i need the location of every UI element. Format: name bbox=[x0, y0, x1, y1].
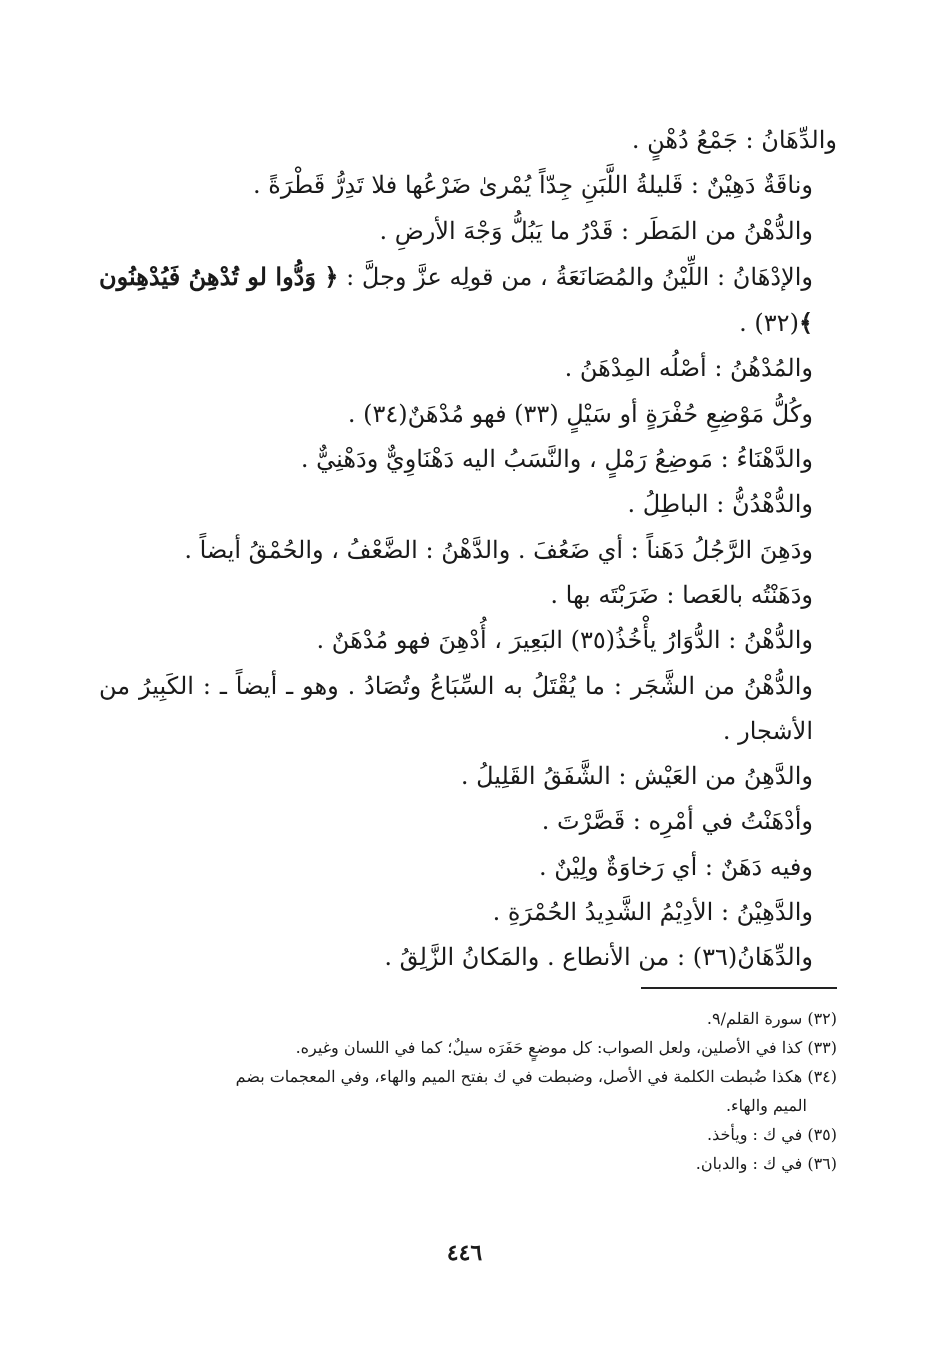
quran-footnote-ref: (٣٢) . bbox=[739, 309, 799, 338]
entry-mawdi-hufra: وكُلُّ مَوْضِعِ حُفْرَةٍ أو سَيْلٍ (٣٣) فهو مُدْهَنٌ(٣٤) . bbox=[347, 399, 813, 428]
entry-dahan-rakhawa: وفيه دَهَنٌ : أي رَخاوَةٌ ولِيْنٌ . bbox=[538, 852, 813, 881]
entry-idhan-text: والإدْهَانُ : اللِّيْنُ والمُصَانَعَةُ ، من قولِه عزَّ وجلَّ : bbox=[346, 262, 814, 291]
entry-dihan-anta: والدِّهَانُ(٣٦) : من الأنطاع . والمَكانُ الزَّلِقُ . bbox=[384, 943, 813, 972]
entry-duhdunn: والدُّهْدُنُّ : الباطِلُ . bbox=[627, 490, 813, 519]
entry-dihan: والدِّهَانُ : جَمْعُ دُهْنٍ . bbox=[631, 126, 837, 154]
entry-dahin-aysh: والدَّهِنُ من العَيْش : الشَّفَقُ القَلِيلُ . bbox=[460, 762, 813, 791]
main-text bbox=[99, 118, 837, 981]
footnotes bbox=[99, 1004, 837, 1178]
entry-dahna: والدَّهْنَاءُ : مَوضِعُ رَمْلٍ ، والنَّسَبُ اليه دَهْنَاوِيٌّ ودَهْنِيٌّ . bbox=[300, 445, 813, 474]
entry-dahina-rajul: ودَهِنَ الرَّجُلُ دَهَناً : أي ضَعُفَ . والدَّهْنُ : الضَّعْفُ ، والحُمْقُ أيضاً . bbox=[184, 535, 813, 564]
footnote-32: (٣٢) سورة القلم/٩. bbox=[706, 1009, 837, 1028]
footnote-divider bbox=[641, 987, 837, 989]
entry-naqa-dahin: وناقَةٌ دَهِيْنٌ : قَليلةُ اللَّبَنِ جِدّاً يُمْرىٰ ضَرْعُها فلا تَدِرُّ قَطْرَةً . bbox=[253, 171, 813, 200]
entry-dahin-adim: والدَّهِيْنُ : الأدِيْمُ الشَّدِيدُ الحُمْرَةِ . bbox=[492, 898, 813, 927]
footnote-34-line-1: (٣٤) هكذا ضُبطت الكلمة في الأصل، وضبطت في ك بفتح الميم والهاء، وفي المعجمات بضم bbox=[235, 1067, 837, 1086]
entry-duhn-shajar: والدُّهْنُ من الشَّجَر : ما يُقْتَلُ به السِّبَاعُ وتُصَادُ . وهو ـ أيضاً ـ : الكَبِيرُ من الأشجار . bbox=[99, 671, 813, 745]
footnote-35: (٣٥) في ك : ويأخذ. bbox=[706, 1125, 837, 1144]
footnote-36: (٣٦) في ك : والدبان. bbox=[695, 1154, 837, 1173]
entry-mudhun: والمُدْهُنُ : أصْلُه المِدْهَنُ . bbox=[564, 354, 813, 383]
entry-duhn-duwar: والدُّهْنُ : الدُّوَارُ يأْخُذُ(٣٥) البَعِيرَ ، أُدْهِنَ فهو مُدْهَنٌ . bbox=[316, 626, 813, 655]
footnote-34-line-2: الميم والهاء. bbox=[725, 1096, 807, 1115]
footnote-34 bbox=[99, 1062, 837, 1120]
entry-duhn-matar: والدُّهْنُ من المَطَر : قَدْرُ ما يَبُلُّ وَجْهَ الأرضِ . bbox=[379, 216, 813, 245]
entry-idhan bbox=[99, 254, 837, 347]
entry-adhantu: وأدْهَنْتُ في أمْرِه : قَصَّرْتَ . bbox=[541, 807, 813, 836]
quran-quote: ﴿ وَدُّوا لو تُدْهِنُ فَيُدْهِنُون ﴾ bbox=[99, 261, 813, 338]
footnote-33: (٣٣) كذا في الأصلين، ولعل الصواب: كل موضعٍ حَفَرَه سيلٌ؛ كما في اللسان وغيره. bbox=[295, 1038, 837, 1057]
entry-dahantuhu: ودَهَنْتُه بالعَصا : ضَرَبْتَه بها . bbox=[550, 580, 813, 609]
page-number: ٤٤٦ bbox=[446, 1240, 483, 1266]
